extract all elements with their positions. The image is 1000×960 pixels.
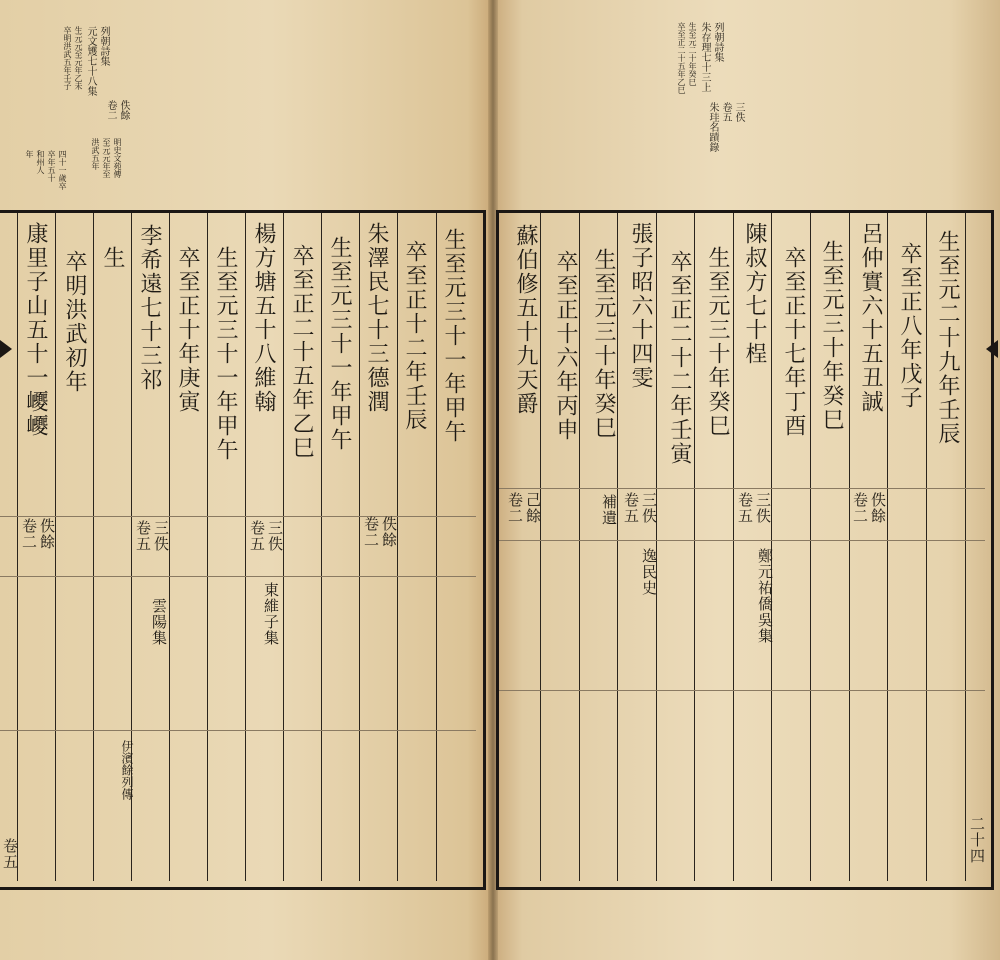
right-header-notes-2	[706, 102, 744, 152]
left-header-note: 列朝詩集	[98, 26, 109, 66]
right-header-note: 卒至正二十五年乙巳	[677, 22, 686, 94]
left-col-10: 生	[100, 246, 125, 270]
left-col-12: 康里子山五十一巎巎	[23, 222, 48, 438]
right-col-5: 卒至正十七年丁酉	[781, 246, 806, 438]
right-header-notes	[676, 22, 723, 94]
right-col-6-sub2: 卷五	[736, 492, 754, 524]
left-col-7: 生至元三十一年甲午	[213, 246, 238, 462]
right-col-3: 呂仲實六十五丑誠	[858, 222, 883, 414]
left-header-note: 佚餘	[118, 100, 129, 120]
column-rule	[771, 213, 772, 881]
left-col-2: 卒至正十二年壬辰	[402, 240, 427, 432]
column-rule	[965, 213, 966, 881]
left-header-note: 明史文苑傳	[113, 138, 122, 178]
left-col-12-sub	[20, 518, 55, 550]
column-rule	[321, 213, 322, 881]
left-col-8: 卒至正十年庚寅	[175, 246, 200, 414]
left-header-note: 洪武五年	[91, 138, 100, 170]
right-col-3-sub	[851, 492, 886, 524]
left-col-6-sub2: 卷五	[248, 520, 266, 552]
left-col-6-note: 東維子集	[262, 582, 280, 646]
left-col-1: 生至元三十一年甲午	[441, 228, 466, 444]
left-header-notes-4	[24, 150, 67, 190]
left-col-6-sub	[248, 520, 283, 552]
left-header-note: 卒年五十	[47, 150, 56, 182]
column-rule	[579, 213, 580, 881]
left-header-notes-3	[90, 138, 122, 178]
right-col-6-note: 鄭元祐僑吳集	[756, 548, 774, 644]
right-header-note: 三佚	[733, 102, 744, 122]
right-col-6: 陳叔方七十桯	[742, 222, 767, 366]
left-header-note: 生元元至元年乙未	[74, 26, 83, 90]
left-col-9-sub	[134, 520, 169, 552]
right-guide-line	[499, 540, 985, 541]
left-header-note: 四十一歲卒	[58, 150, 67, 190]
left-col-11: 卒明洪武初年	[62, 250, 87, 394]
right-col-3-sub1: 佚餘	[869, 492, 887, 524]
left-col-12-sub1: 佚餘	[38, 518, 56, 550]
column-rule	[849, 213, 850, 881]
left-col-3-sub	[362, 516, 397, 548]
column-rule	[733, 213, 734, 881]
left-col-3: 朱澤民七十三德潤	[364, 222, 389, 414]
left-guide-line	[0, 516, 476, 517]
column-rule	[93, 213, 94, 881]
left-header-note: 和州人	[36, 150, 45, 174]
left-col-3-sub1: 佚餘	[380, 516, 398, 548]
right-col-1: 生至元二十九年壬辰	[935, 230, 960, 446]
right-header-note: 列朝詩集	[712, 22, 723, 62]
column-rule	[694, 213, 695, 881]
left-col-9-sub2: 卷五	[134, 520, 152, 552]
left-col-5: 卒至正二十五年乙巳	[289, 244, 314, 460]
left-col-6-sub1: 三佚	[266, 520, 284, 552]
left-header-note: 年	[25, 150, 34, 158]
right-col-3-sub2: 卷二	[851, 492, 869, 524]
left-corner-label: 卷五	[1, 838, 19, 870]
right-col-9-sub1: 三佚	[640, 492, 658, 524]
column-rule	[245, 213, 246, 881]
right-col-12: 蘇伯修五十九天爵	[513, 224, 538, 416]
column-rule	[17, 213, 18, 881]
right-col-9: 張子昭六十四雯	[628, 222, 653, 390]
column-rule	[887, 213, 888, 881]
right-col-8: 卒至正二十二年壬寅	[667, 250, 692, 466]
right-header-note: 朱存理七十三上	[699, 22, 710, 92]
column-rule	[656, 213, 657, 881]
left-header-notes	[62, 26, 109, 96]
right-fish-tail-mark	[986, 340, 998, 358]
right-col-12-sub2: 卷二	[506, 492, 524, 524]
left-header-note: 卷二	[105, 100, 116, 120]
left-header-note: 卒明洪武五年壬子	[63, 26, 72, 90]
left-col-9-sub1: 三佚	[152, 520, 170, 552]
right-col-2: 卒至正八年戊子	[897, 242, 922, 410]
column-rule	[810, 213, 811, 881]
right-col-11: 卒至正十六年丙申	[553, 250, 578, 442]
right-col-9-note: 逸民史	[640, 548, 658, 596]
column-rule	[207, 213, 208, 881]
left-col-9: 李希遠七十三祁	[137, 224, 162, 392]
left-col-3-sub2: 卷二	[362, 516, 380, 548]
right-corner-label: 二十四	[968, 816, 986, 864]
right-col-9-sub	[622, 492, 657, 524]
right-col-12-sub	[506, 492, 541, 524]
right-col-12-sub1: 己餘	[524, 492, 542, 524]
column-rule	[926, 213, 927, 881]
column-rule	[359, 213, 360, 881]
left-fish-tail-mark	[0, 340, 12, 358]
left-guide-line	[0, 730, 476, 731]
right-col-9-sub2: 卷五	[622, 492, 640, 524]
right-col-10-sub: 補遺	[600, 494, 618, 526]
right-header-note: 卷五	[720, 102, 731, 122]
left-col-4: 生至元三十一年甲午	[327, 236, 352, 452]
right-col-4: 生至元三十年癸巳	[819, 240, 844, 432]
right-header-note: 朱珪名蹟錄	[707, 102, 718, 152]
left-col-12-sub2: 卷二	[20, 518, 38, 550]
right-header-note: 生至元二十年癸巳	[688, 22, 697, 86]
left-header-note: 至元元年至	[102, 138, 111, 178]
left-header-notes-2	[104, 100, 129, 120]
right-guide-line	[499, 488, 985, 489]
right-col-6-sub	[736, 492, 771, 524]
left-col-6: 楊方塘五十八維翰	[251, 222, 276, 414]
right-col-6-sub1: 三佚	[754, 492, 772, 524]
right-col-10: 生至元三十年癸巳	[591, 248, 616, 440]
left-col-10-note: 伊濱餘列傳	[120, 740, 134, 800]
left-header-note: 元文矱七十八集	[85, 26, 96, 96]
column-rule	[617, 213, 618, 881]
left-guide-line	[0, 576, 476, 577]
right-col-7: 生至元三十年癸巳	[705, 246, 730, 438]
column-rule	[540, 213, 541, 881]
left-col-9-note: 雲陽集	[150, 598, 168, 646]
right-guide-line	[499, 690, 985, 691]
column-rule	[436, 213, 437, 881]
